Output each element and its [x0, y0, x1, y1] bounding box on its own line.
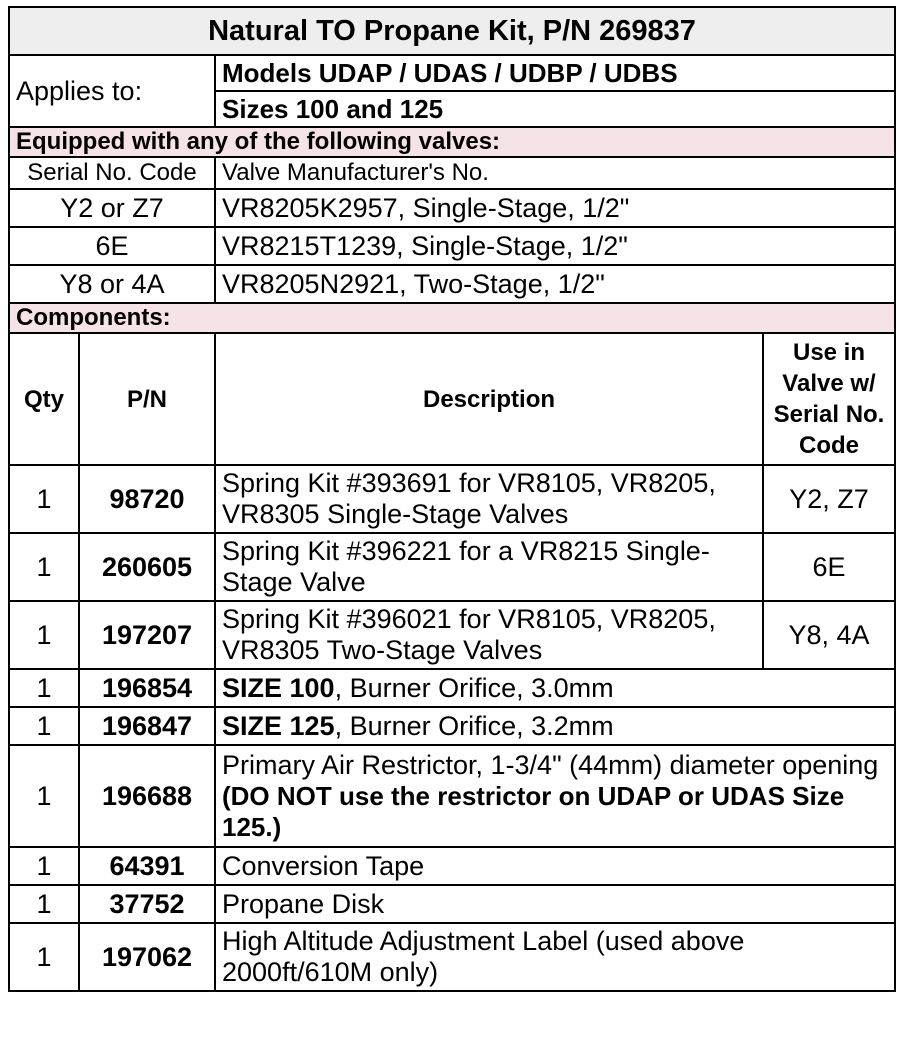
- component-pn: 37752: [79, 885, 215, 923]
- component-qty: 1: [9, 465, 79, 533]
- component-qty: 1: [9, 847, 79, 885]
- use-in-valve-header: Use in Valve w/ Serial No. Code: [763, 333, 895, 465]
- pn-header: P/N: [79, 333, 215, 465]
- component-row: [9, 601, 895, 669]
- component-description: Spring Kit #396221 for a VR8215 Single-Stage Valve: [215, 533, 763, 601]
- component-row: [9, 885, 895, 923]
- valve-row: [9, 189, 895, 227]
- component-row: [9, 847, 895, 885]
- component-serial-code: Y2, Z7: [763, 465, 895, 533]
- size-label: SIZE 125: [222, 710, 335, 741]
- component-row: [9, 533, 895, 601]
- valve-mfr: VR8205K2957, Single-Stage, 1/2": [215, 189, 895, 227]
- description-header: Description: [215, 333, 763, 465]
- valve-row: [9, 265, 895, 303]
- component-pn: 196854: [79, 669, 215, 707]
- component-pn: 260605: [79, 533, 215, 601]
- valve-row: [9, 227, 895, 265]
- valve-serial: 6E: [9, 227, 215, 265]
- restrictor-warning: (DO NOT use the restrictor on UDAP or UDAS Size 125.): [222, 780, 845, 842]
- component-pn: 196688: [79, 745, 215, 847]
- size-label: SIZE 100: [222, 672, 335, 703]
- component-description: Conversion Tape: [215, 847, 895, 885]
- component-row: [9, 707, 895, 745]
- component-description: Spring Kit #393691 for VR8105, VR8205, VR8305 Single-Stage Valves: [215, 465, 763, 533]
- component-description: [215, 707, 895, 745]
- component-qty: 1: [9, 707, 79, 745]
- component-description: [215, 745, 895, 847]
- component-qty: 1: [9, 669, 79, 707]
- component-qty: 1: [9, 885, 79, 923]
- component-row: [9, 923, 895, 991]
- component-qty: 1: [9, 533, 79, 601]
- applies-models: Models UDAP / UDAS / UDBP / UDBS: [215, 55, 895, 91]
- valve-mfr: VR8205N2921, Two-Stage, 1/2": [215, 265, 895, 303]
- component-description: [215, 669, 895, 707]
- component-serial-code: 6E: [763, 533, 895, 601]
- component-pn: 197207: [79, 601, 215, 669]
- component-row: [9, 465, 895, 533]
- component-description: Spring Kit #396021 for VR8105, VR8205, VR8305 Two-Stage Valves: [215, 601, 763, 669]
- component-qty: 1: [9, 601, 79, 669]
- component-pn: 64391: [79, 847, 215, 885]
- component-qty: 1: [9, 745, 79, 847]
- component-qty: 1: [9, 923, 79, 991]
- valve-serial: Y2 or Z7: [9, 189, 215, 227]
- description-text: Primary Air Restrictor, 1-3/4" (44mm) diameter opening: [222, 749, 879, 780]
- component-row: [9, 745, 895, 847]
- components-section-heading: Components:: [9, 303, 895, 333]
- applies-label: Applies to:: [9, 55, 215, 127]
- component-description: Propane Disk: [215, 885, 895, 923]
- valves-section-heading: Equipped with any of the following valves:: [9, 127, 895, 157]
- component-pn: 98720: [79, 465, 215, 533]
- kit-title: Natural TO Propane Kit, P/N 269837: [9, 7, 895, 55]
- serial-code-header: Serial No. Code: [9, 157, 215, 189]
- valve-mfr-header: Valve Manufacturer's No.: [215, 157, 895, 189]
- valve-serial: Y8 or 4A: [9, 265, 215, 303]
- applies-sizes: Sizes 100 and 125: [215, 91, 895, 127]
- component-serial-code: Y8, 4A: [763, 601, 895, 669]
- component-pn: 197062: [79, 923, 215, 991]
- qty-header: Qty: [9, 333, 79, 465]
- component-row: [9, 669, 895, 707]
- component-description: High Altitude Adjustment Label (used above 2000ft/610M only): [215, 923, 895, 991]
- conversion-kit-table: [8, 6, 896, 992]
- description-text: , Burner Orifice, 3.2mm: [334, 710, 614, 741]
- description-text: , Burner Orifice, 3.0mm: [334, 672, 614, 703]
- component-pn: 196847: [79, 707, 215, 745]
- valve-mfr: VR8215T1239, Single-Stage, 1/2": [215, 227, 895, 265]
